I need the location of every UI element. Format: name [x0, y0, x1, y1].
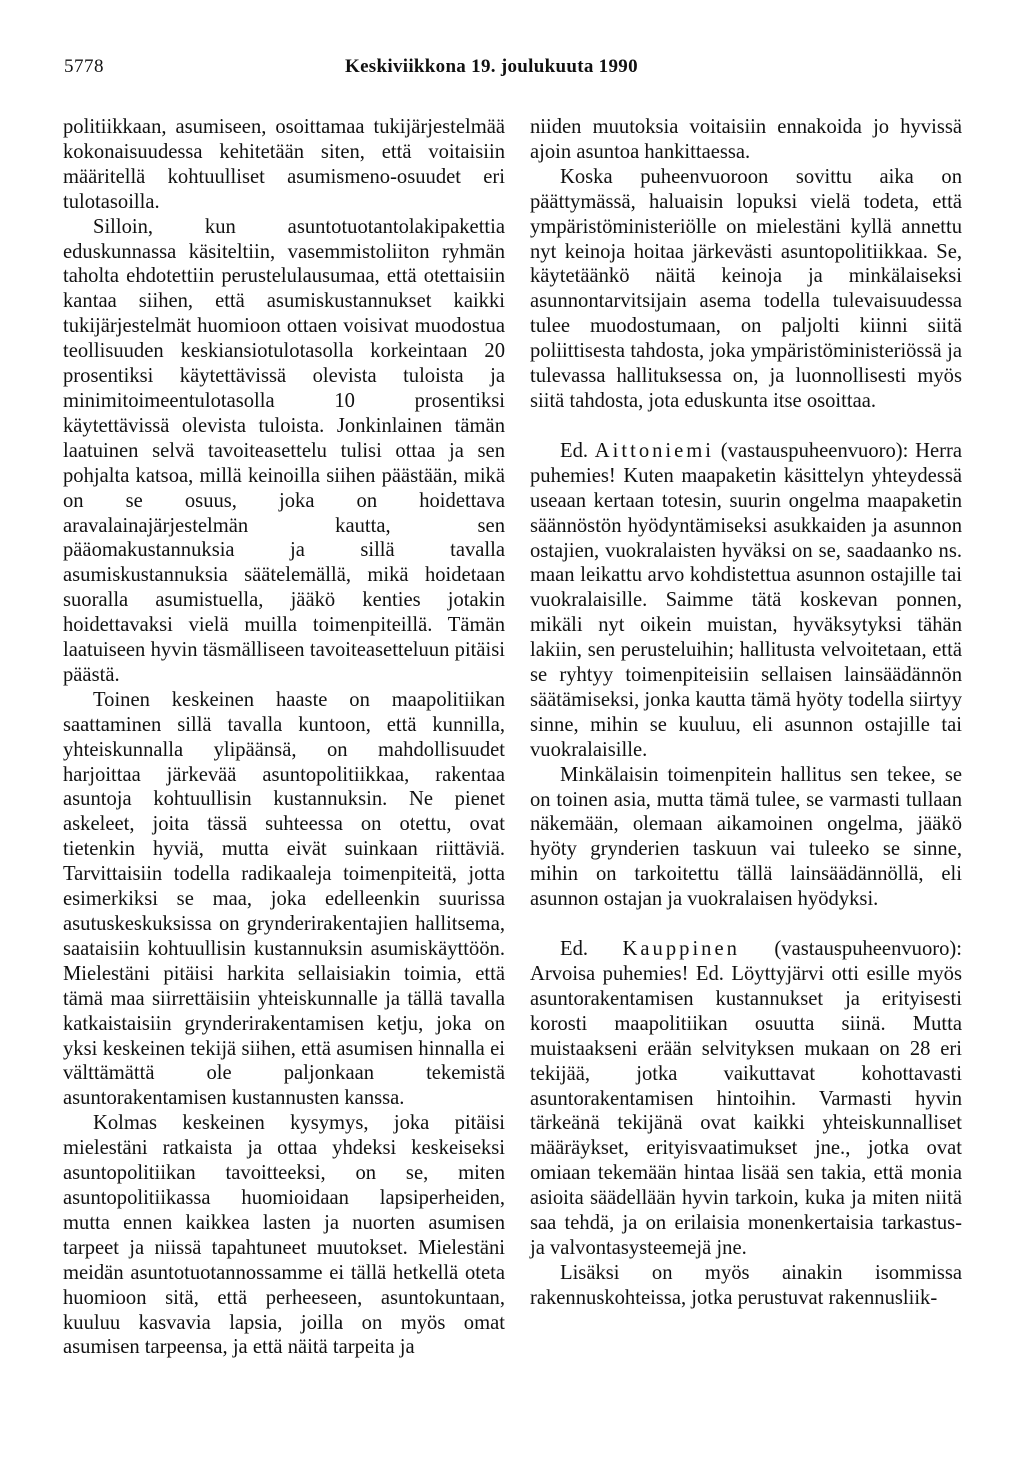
- speech-paragraph: [530, 937, 962, 1261]
- running-head-date: Keskiviikkona 19. joulukuuta 1990: [345, 56, 638, 77]
- speaker-name: Kauppinen: [622, 938, 740, 961]
- speech-paragraph: [530, 439, 962, 763]
- right-column: [530, 115, 962, 1311]
- left-column: [63, 115, 505, 1360]
- paragraph: Minkälaisin toimenpitein hallitus sen tekee, se on toinen asia, mutta tämä tulee, se varmasti tullaan näkemään, olemaan aikamoinen ongelma, jääkö hyöty grynderien taskuun vai tuleeko se sinne, mihin on tarkoitettu tällä lainsäädännöllä, eli asunnon ostajan ja vuokralaisen hyödyksi.: [530, 763, 962, 911]
- paragraph: Silloin, kun asuntotuotantolakipakettia eduskunnassa käsiteltiin, vasemmistoliiton ryhmän taholta ehdotettiin perustelulausumaa, että otettaisiin kantaa siihen, että asumiskustannukset kaikki tukijärjestelmät huomioon ottaen voisivat muodostua teollisuuden keskiansiotulotasolla korkeintaan 20 prosentiksi käytettävissä olevista tuloista ja minimitoimeentulotasolla 10 prosentiksi käytettävissä olevista tuloista. Jonkinlainen tämän laatuinen selvä tavoiteasettelu tulisi ottaa ja sen pohjalta katsoa, millä keinoilla siihen päästään, mikä on se osuus, joka on hoidettava aravalainajärjestelmän kautta, sen pääomakustannuksia ja sillä tavalla asumiskustannuksia säätelemällä, mikä hoidetaan suoralla asumistuella, jääkö kenties jotakin hoidettavaksi vielä muilla toimenpiteillä. Tämän laatuiseen hyvin täsmälliseen tavoiteasetteluun pitäisi päästä.: [63, 215, 505, 686]
- speech-text: (vastauspuheenvuoro): Herra puhemies! Kuten maapaketin käsittelyn yhteydessä useaan kertaan totesin, suurin ongelma maapaketin säännöstön hyödyntämiseksi asukkaiden ja asunnon ostajien, vuokralaisten hyväksi on se, saadaanko ns. maan leikattu arvo kohdistettua asunnon ostajille tai vuokralaisille. Saimme tätä koskevan ponnen, mikäli nyt oikein muistan, hyväksytyksi tähän lakiin, sen perusteluihin; hallitusta velvoitetaan, että se ryhtyy toimenpiteisiin sellaisen lainsäädännön säätämiseksi, jonka kautta tämä hyöty todella siirtyy sinne, mihin se kuuluu, eli asunnon ostajille tai vuokralaisille.: [530, 439, 962, 761]
- paragraph: Kolmas keskeinen kysymys, joka pitäisi mielestäni ratkaista ja ottaa yhdeksi keskeiseksi asuntopolitiikan tavoitteeksi, on se, miten asuntopolitiikassa huomioidaan lapsiperheiden, mutta ennen kaikkea lasten ja nuorten asumisen tarpeet ja niissä tapahtuneet muutokset. Mielestäni meidän asuntotuotannossamme ei tällä hetkellä oteta huomioon sitä, että perheeseen, asuntokuntaan, kuuluu kasvavia lapsia, joilla on myös omat asumisen tarpeensa, ja että näitä tarpeita ja: [63, 1112, 505, 1359]
- page-number: 5778: [64, 56, 104, 77]
- paragraph: Koska puheenvuoroon sovittu aika on päättymässä, haluaisin lopuksi vielä todeta, että ympäristöministeriölle on mielestäni kyllä annettu nyt keinoja hoitaa järkevästi asuntopolitiikkaa. Se, käytetäänkö näitä keinoja ja minkälaiseksi asunnontarvitsijain asema todella tulevaisuudessa tulee muodostumaan, on paljolti kiinni siitä poliittisesta tahdosta, joka ympäristöministeriössä ja tulevassa hallituksessa on, ja luonnollisesti myös siitä tahdosta, jota eduskunta itse osoittaa.: [530, 165, 962, 412]
- paragraph: politiikkaan, asumiseen, osoittamaa tukijärjestelmää kokonaisuudessa kehitetään siten, että voitaisiin määritellä kohtuulliset asumismeno-osuudet eri tulotasoilla.: [63, 116, 505, 213]
- speech-text: (vastauspuheenvuoro): Arvoisa puhemies! Ed. Löyttyjärvi otti esille myös asuntorakentamisen kustannukset ja erityisesti korosti maapolitiikan osuutta siinä. Mutta muistaakseni erään selvityksen mukaan on 28 eri tekijää, jotka vaikuttavat kohottavasti asuntorakentamisen hintoihin. Varmasti hyvin tärkeänä tekijänä ovat kaikki yhteiskunnalliset määräykset, erityisvaatimukset jne., jotka ovat omiaan tekemään hintaa lisää sen takia, että monia asioita säädellään hyvin tarkoin, kuka ja miten niitä saa tehdä, ja on erilaisia monenkertaisia tarkastus- ja valvontasysteemejä jne.: [530, 938, 962, 1259]
- paragraph: Toinen keskeinen haaste on maapolitiikan saattaminen sillä tavalla kuntoon, että kunnilla, yhteiskunnalla ylipäänsä, on mahdollisuudet harjoittaa järkevää asuntopolitiikkaa, rakentaa asuntoja kohtuullisin kustannuksin. Ne pienet askeleet, joita tässä suhteessa on otettu, ovat tietenkin hyviä, mutta eivät suinkaan riittäviä. Tarvittaisiin todella radikaaleja toimenpiteitä, jotta esimerkiksi se maa, joka edelleenkin suurissa asutuskeskuksissa on grynderirakentajien hallitsema, saataisiin kohtuullisin kustannuksin asumiskäyttöön. Mielestäni pitäisi harkita sellaisiakin toimia, että tämä maa siirrettäisiin yhteiskunnalle ja tällä tavalla katkaistaisiin grynderirakentamisen ketju, joka on yksi keskeinen tekijä siihen, että asumisen hinnalla ei välttämättä ole paljonkaan tekemistä asuntorakentamisen kustannusten kanssa.: [63, 688, 505, 1110]
- speaker-name: Aittoniemi: [594, 439, 715, 462]
- speech-prefix: Ed.: [560, 938, 623, 961]
- speech-prefix: Ed.: [560, 439, 595, 462]
- page-header: [0, 56, 1024, 86]
- paragraph: niiden muutoksia voitaisiin ennakoida jo hyvissä ajoin asuntoa hankittaessa.: [530, 116, 962, 163]
- paragraph: Lisäksi on myös ainakin isommissa rakennuskohteissa, jotka perustuvat rakennusliik-: [530, 1261, 962, 1309]
